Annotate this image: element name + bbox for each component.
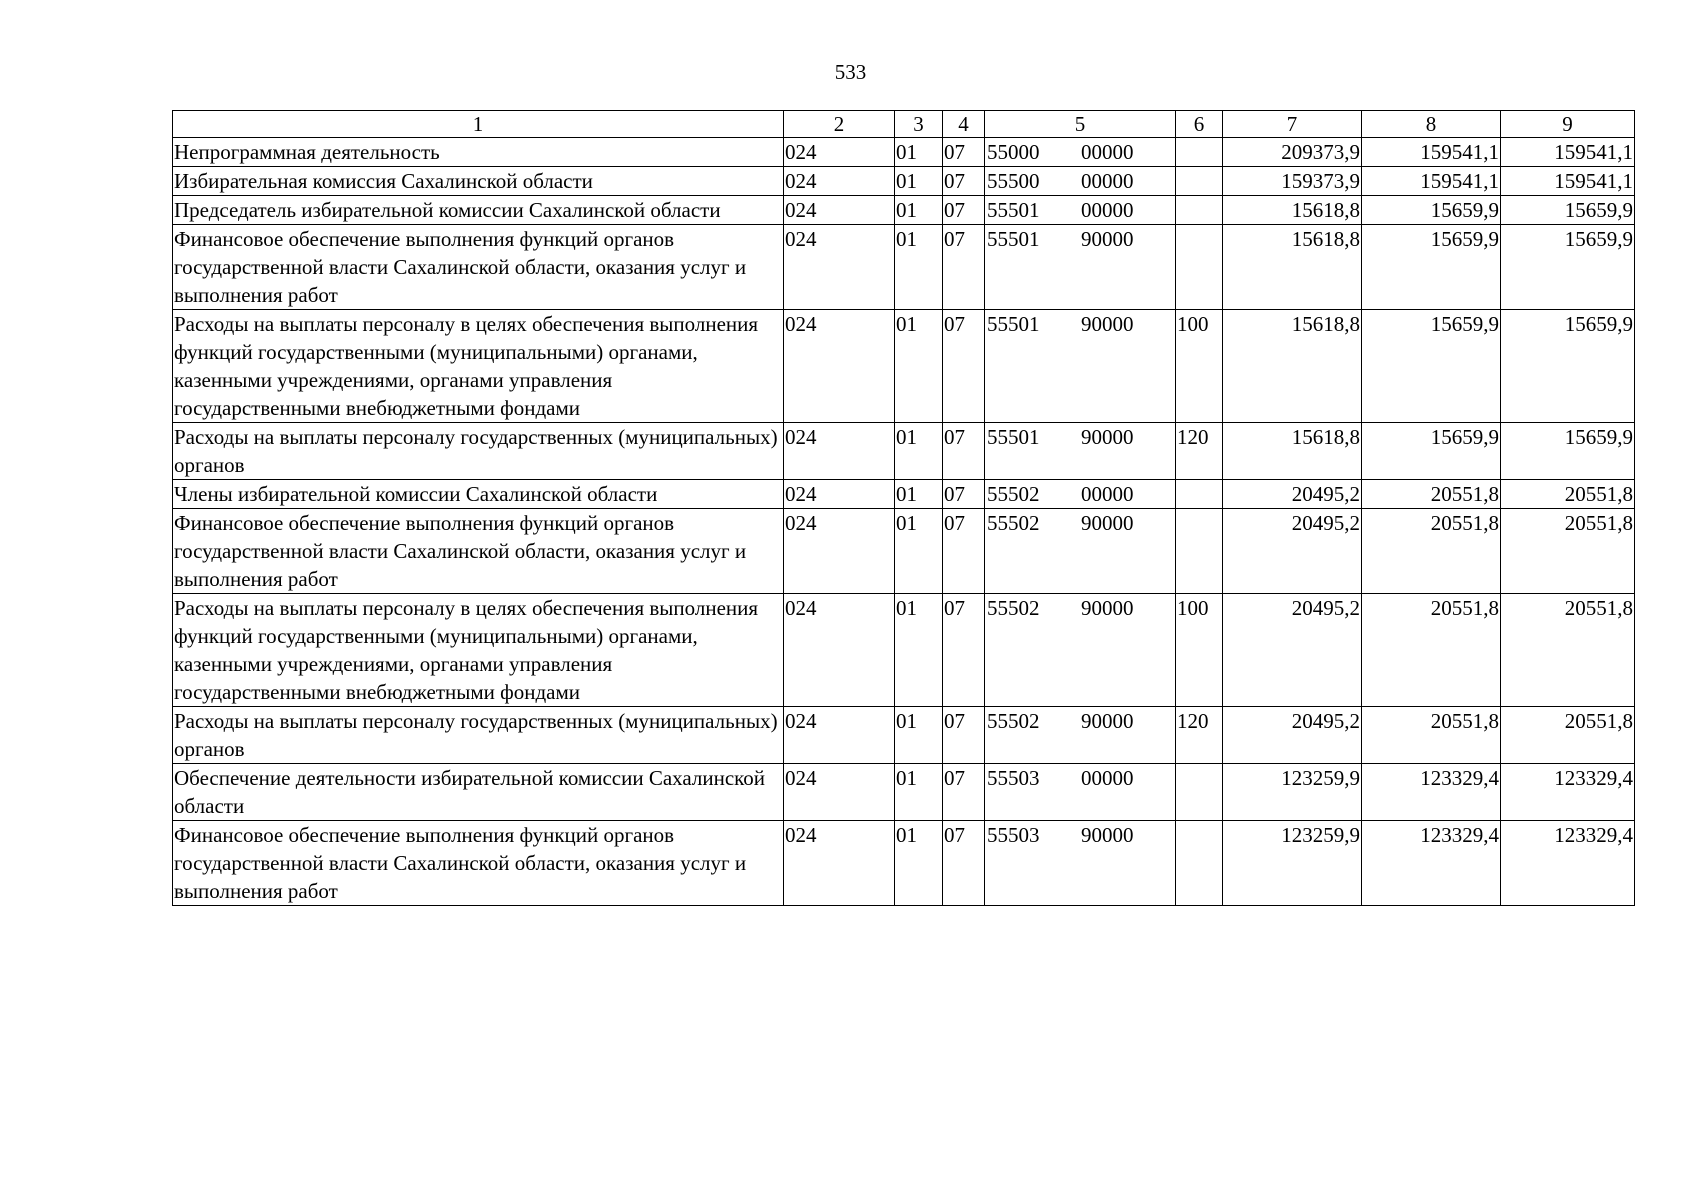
table-row — [173, 480, 1635, 509]
code-subsection: 07 — [943, 225, 985, 310]
code-target — [985, 167, 1176, 196]
code-target — [985, 480, 1176, 509]
code-admin: 024 — [784, 821, 895, 906]
header-row — [173, 111, 1635, 138]
table-row — [173, 707, 1635, 764]
code-target-program: 55501 — [987, 198, 1040, 222]
table-row — [173, 196, 1635, 225]
amount-col7: 15618,8 — [1223, 310, 1362, 423]
code-expense-type: 100 — [1176, 310, 1223, 423]
code-target-direction: 00000 — [1081, 198, 1134, 222]
table-row — [173, 509, 1635, 594]
header-cell: 9 — [1501, 111, 1635, 138]
code-section: 01 — [895, 594, 943, 707]
table-row — [173, 594, 1635, 707]
code-admin: 024 — [784, 594, 895, 707]
code-target — [985, 509, 1176, 594]
amount-col9: 15659,9 — [1501, 196, 1635, 225]
code-expense-type — [1176, 138, 1223, 167]
code-target-direction: 90000 — [1081, 511, 1134, 535]
code-subsection: 07 — [943, 310, 985, 423]
code-admin: 024 — [784, 423, 895, 480]
code-admin: 024 — [784, 509, 895, 594]
budget-table — [172, 110, 1635, 906]
code-subsection: 07 — [943, 423, 985, 480]
row-name: Расходы на выплаты персоналу государственных (муниципальных) органов — [173, 423, 784, 480]
code-section: 01 — [895, 480, 943, 509]
code-target-direction: 90000 — [1081, 227, 1134, 251]
code-target-direction: 90000 — [1081, 709, 1134, 733]
code-target-program: 55501 — [987, 227, 1040, 251]
amount-col9: 20551,8 — [1501, 707, 1635, 764]
row-name: Финансовое обеспечение выполнения функций органов государственной власти Сахалинской области, оказания услуг и выполнения работ — [173, 821, 784, 906]
amount-col9: 15659,9 — [1501, 310, 1635, 423]
code-target-direction: 90000 — [1081, 823, 1134, 847]
code-target-direction: 90000 — [1081, 596, 1134, 620]
code-expense-type — [1176, 821, 1223, 906]
code-admin: 024 — [784, 707, 895, 764]
amount-col9: 20551,8 — [1501, 480, 1635, 509]
amount-col7: 20495,2 — [1223, 707, 1362, 764]
code-subsection: 07 — [943, 480, 985, 509]
code-target — [985, 196, 1176, 225]
amount-col9: 159541,1 — [1501, 167, 1635, 196]
code-target-program: 55502 — [987, 482, 1040, 506]
code-target — [985, 821, 1176, 906]
code-target-program: 55502 — [987, 709, 1040, 733]
code-target-program: 55500 — [987, 169, 1040, 193]
code-target-program: 55503 — [987, 766, 1040, 790]
header-cell: 2 — [784, 111, 895, 138]
amount-col8: 15659,9 — [1362, 310, 1501, 423]
code-expense-type: 100 — [1176, 594, 1223, 707]
amount-col8: 15659,9 — [1362, 423, 1501, 480]
code-target-program: 55502 — [987, 596, 1040, 620]
table-row — [173, 167, 1635, 196]
code-expense-type — [1176, 509, 1223, 594]
amount-col7: 20495,2 — [1223, 509, 1362, 594]
header-cell: 4 — [943, 111, 985, 138]
code-expense-type — [1176, 167, 1223, 196]
code-admin: 024 — [784, 167, 895, 196]
row-name: Непрограммная деятельность — [173, 138, 784, 167]
code-target — [985, 594, 1176, 707]
code-subsection: 07 — [943, 167, 985, 196]
code-target-direction: 00000 — [1081, 482, 1134, 506]
amount-col7: 123259,9 — [1223, 764, 1362, 821]
code-target — [985, 764, 1176, 821]
code-target-direction: 90000 — [1081, 425, 1134, 449]
code-subsection: 07 — [943, 509, 985, 594]
amount-col9: 20551,8 — [1501, 509, 1635, 594]
code-section: 01 — [895, 821, 943, 906]
amount-col8: 159541,1 — [1362, 138, 1501, 167]
amount-col8: 123329,4 — [1362, 764, 1501, 821]
amount-col9: 159541,1 — [1501, 138, 1635, 167]
header-cell: 8 — [1362, 111, 1501, 138]
code-target — [985, 225, 1176, 310]
row-name: Расходы на выплаты персоналу государственных (муниципальных) органов — [173, 707, 784, 764]
amount-col7: 159373,9 — [1223, 167, 1362, 196]
row-name: Финансовое обеспечение выполнения функций органов государственной власти Сахалинской области, оказания услуг и выполнения работ — [173, 225, 784, 310]
amount-col9: 20551,8 — [1501, 594, 1635, 707]
amount-col8: 123329,4 — [1362, 821, 1501, 906]
amount-col8: 20551,8 — [1362, 707, 1501, 764]
header-cell: 5 — [985, 111, 1176, 138]
code-target — [985, 423, 1176, 480]
code-expense-type: 120 — [1176, 707, 1223, 764]
row-name: Расходы на выплаты персоналу в целях обеспечения выполнения функций государственными (муниципальными) органами, казенными учреждениями, органами управления государственными внебюджетными фондами — [173, 594, 784, 707]
row-name: Председатель избирательной комиссии Сахалинской области — [173, 196, 784, 225]
code-section: 01 — [895, 196, 943, 225]
code-subsection: 07 — [943, 138, 985, 167]
table-row — [173, 138, 1635, 167]
code-target-direction: 00000 — [1081, 169, 1134, 193]
code-expense-type — [1176, 225, 1223, 310]
code-target-direction: 90000 — [1081, 312, 1134, 336]
amount-col9: 15659,9 — [1501, 225, 1635, 310]
table-row — [173, 225, 1635, 310]
code-target — [985, 707, 1176, 764]
code-expense-type — [1176, 480, 1223, 509]
table-row — [173, 310, 1635, 423]
code-subsection: 07 — [943, 594, 985, 707]
code-admin: 024 — [784, 138, 895, 167]
header-cell: 3 — [895, 111, 943, 138]
code-target-direction: 00000 — [1081, 140, 1134, 164]
code-section: 01 — [895, 167, 943, 196]
amount-col7: 20495,2 — [1223, 594, 1362, 707]
row-name: Члены избирательной комиссии Сахалинской области — [173, 480, 784, 509]
code-target-program: 55502 — [987, 511, 1040, 535]
code-subsection: 07 — [943, 764, 985, 821]
code-admin: 024 — [784, 196, 895, 225]
amount-col8: 20551,8 — [1362, 509, 1501, 594]
code-section: 01 — [895, 707, 943, 764]
code-admin: 024 — [784, 764, 895, 821]
amount-col7: 15618,8 — [1223, 225, 1362, 310]
row-name: Избирательная комиссия Сахалинской области — [173, 167, 784, 196]
code-target — [985, 138, 1176, 167]
amount-col8: 20551,8 — [1362, 480, 1501, 509]
code-target-direction: 00000 — [1081, 766, 1134, 790]
code-section: 01 — [895, 509, 943, 594]
code-target-program: 55501 — [987, 312, 1040, 336]
code-expense-type — [1176, 764, 1223, 821]
amount-col7: 15618,8 — [1223, 423, 1362, 480]
code-subsection: 07 — [943, 707, 985, 764]
row-name: Расходы на выплаты персоналу в целях обеспечения выполнения функций государственными (муниципальными) органами, казенными учреждениями, органами управления государственными внебюджетными фондами — [173, 310, 784, 423]
table-row — [173, 821, 1635, 906]
code-section: 01 — [895, 310, 943, 423]
code-expense-type: 120 — [1176, 423, 1223, 480]
amount-col9: 15659,9 — [1501, 423, 1635, 480]
code-admin: 024 — [784, 310, 895, 423]
code-target-program: 55503 — [987, 823, 1040, 847]
table-row — [173, 764, 1635, 821]
code-subsection: 07 — [943, 196, 985, 225]
amount-col7: 20495,2 — [1223, 480, 1362, 509]
header-cell: 6 — [1176, 111, 1223, 138]
code-subsection: 07 — [943, 821, 985, 906]
code-target-program: 55000 — [987, 140, 1040, 164]
table-row — [173, 423, 1635, 480]
code-target-program: 55501 — [987, 425, 1040, 449]
code-section: 01 — [895, 225, 943, 310]
amount-col8: 159541,1 — [1362, 167, 1501, 196]
amount-col8: 15659,9 — [1362, 196, 1501, 225]
row-name: Финансовое обеспечение выполнения функций органов государственной власти Сахалинской области, оказания услуг и выполнения работ — [173, 509, 784, 594]
code-target — [985, 310, 1176, 423]
code-section: 01 — [895, 138, 943, 167]
code-admin: 024 — [784, 225, 895, 310]
code-section: 01 — [895, 764, 943, 821]
amount-col9: 123329,4 — [1501, 764, 1635, 821]
amount-col8: 15659,9 — [1362, 225, 1501, 310]
amount-col9: 123329,4 — [1501, 821, 1635, 906]
amount-col7: 123259,9 — [1223, 821, 1362, 906]
amount-col8: 20551,8 — [1362, 594, 1501, 707]
amount-col7: 209373,9 — [1223, 138, 1362, 167]
code-expense-type — [1176, 196, 1223, 225]
header-cell: 7 — [1223, 111, 1362, 138]
header-cell: 1 — [173, 111, 784, 138]
row-name: Обеспечение деятельности избирательной комиссии Сахалинской области — [173, 764, 784, 821]
amount-col7: 15618,8 — [1223, 196, 1362, 225]
code-section: 01 — [895, 423, 943, 480]
code-admin: 024 — [784, 480, 895, 509]
page-number: 533 — [834, 60, 867, 84]
